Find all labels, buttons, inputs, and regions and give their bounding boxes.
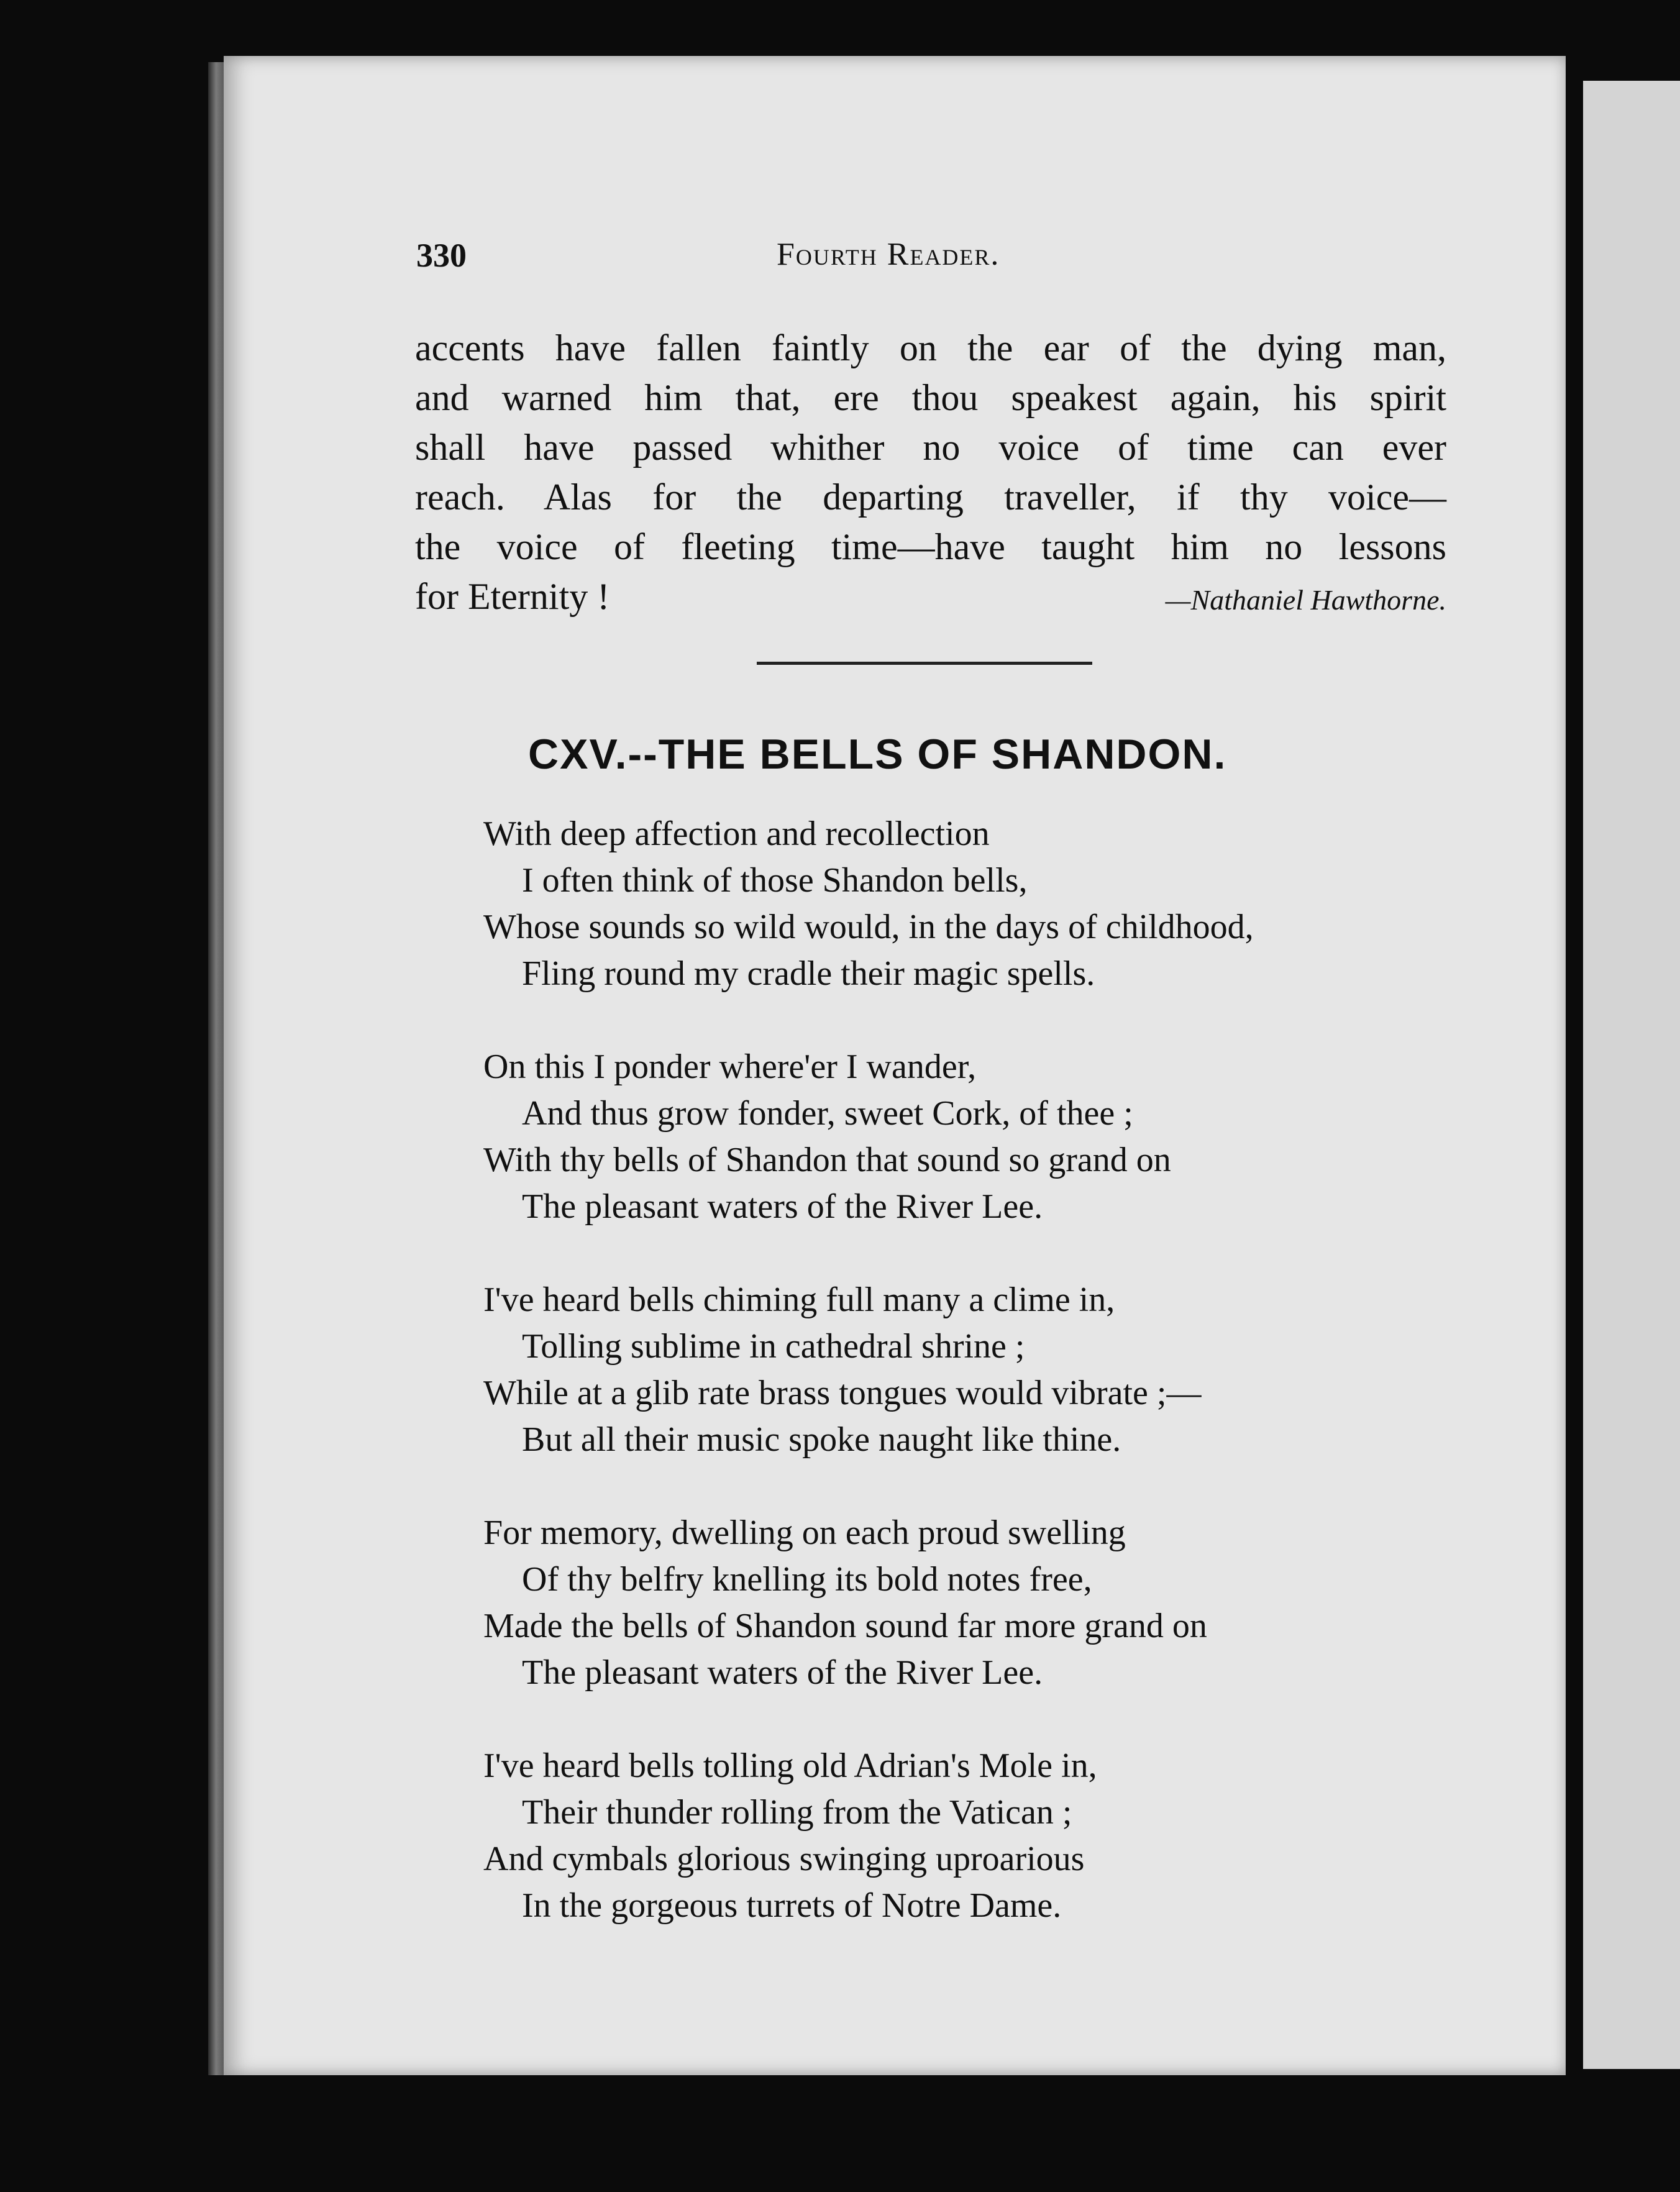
poem-line: Whose sounds so wild would, in the days of childhood, bbox=[483, 908, 1254, 946]
poem-line: And cymbals glorious swinging uproarious bbox=[483, 1840, 1085, 1878]
stanza bbox=[483, 1277, 1453, 1463]
poem-line: For memory, dwelling on each proud swelling bbox=[483, 1514, 1126, 1552]
stanza bbox=[483, 1510, 1453, 1696]
attribution: —Nathaniel Hawthorne. bbox=[1165, 584, 1446, 616]
poem-line: While at a glib rate brass tongues would vibrate ;— bbox=[483, 1374, 1202, 1412]
poem-line: I often think of those Shandon bells, bbox=[522, 861, 1028, 900]
poem-line: Made the bells of Shandon sound far more grand on bbox=[483, 1607, 1207, 1645]
poem-title: CXV.--THE BELLS OF SHANDON. bbox=[528, 731, 1227, 778]
poem-line: With deep affection and recollection bbox=[483, 815, 990, 853]
section-divider bbox=[757, 662, 1092, 665]
stanza bbox=[483, 1743, 1453, 1929]
poem bbox=[483, 811, 1453, 1976]
poem-line: But all their music spoke naught like thine. bbox=[522, 1420, 1121, 1459]
poem-line: I've heard bells tolling old Adrian's Mole in, bbox=[483, 1747, 1097, 1785]
prose-paragraph bbox=[415, 323, 1446, 621]
prose-last-line bbox=[415, 572, 1446, 621]
poem-line: With thy bells of Shandon that sound so grand on bbox=[483, 1141, 1171, 1179]
poem-line: Tolling sublime in cathedral shrine ; bbox=[522, 1327, 1025, 1366]
page-number: 330 bbox=[416, 237, 467, 274]
poem-line: And thus grow fonder, sweet Cork, of thee ; bbox=[522, 1094, 1133, 1133]
poem-line: Fling round my cradle their magic spells. bbox=[522, 954, 1095, 993]
prose-line: and warned him that, ere thou speakest again, his spirit bbox=[415, 377, 1446, 418]
prose-line: shall have passed whither no voice of time can ever bbox=[415, 427, 1446, 468]
prose-line: accents have fallen faintly on the ear of the dying man, bbox=[415, 327, 1446, 368]
running-title: Fourth Reader. bbox=[777, 237, 1000, 272]
stanza bbox=[483, 1044, 1453, 1230]
stanza bbox=[483, 811, 1453, 997]
poem-line: Their thunder rolling from the Vatican ; bbox=[522, 1793, 1072, 1832]
poem-line: I've heard bells chiming full many a clime in, bbox=[483, 1281, 1115, 1319]
prose-line: the voice of fleeting time—have taught him no lessons bbox=[415, 526, 1446, 567]
running-head bbox=[416, 236, 1100, 286]
facing-page-edge bbox=[1583, 81, 1680, 2069]
poem-line: The pleasant waters of the River Lee. bbox=[522, 1653, 1043, 1692]
poem-line: In the gorgeous turrets of Notre Dame. bbox=[522, 1886, 1062, 1925]
poem-line: The pleasant waters of the River Lee. bbox=[522, 1187, 1043, 1226]
prose-line: for Eternity ! bbox=[415, 576, 610, 617]
poem-line: Of thy belfry knelling its bold notes free, bbox=[522, 1560, 1092, 1599]
poem-line: On this I ponder where'er I wander, bbox=[483, 1048, 977, 1086]
prose-line: reach. Alas for the departing traveller, if thy voice— bbox=[415, 477, 1446, 518]
